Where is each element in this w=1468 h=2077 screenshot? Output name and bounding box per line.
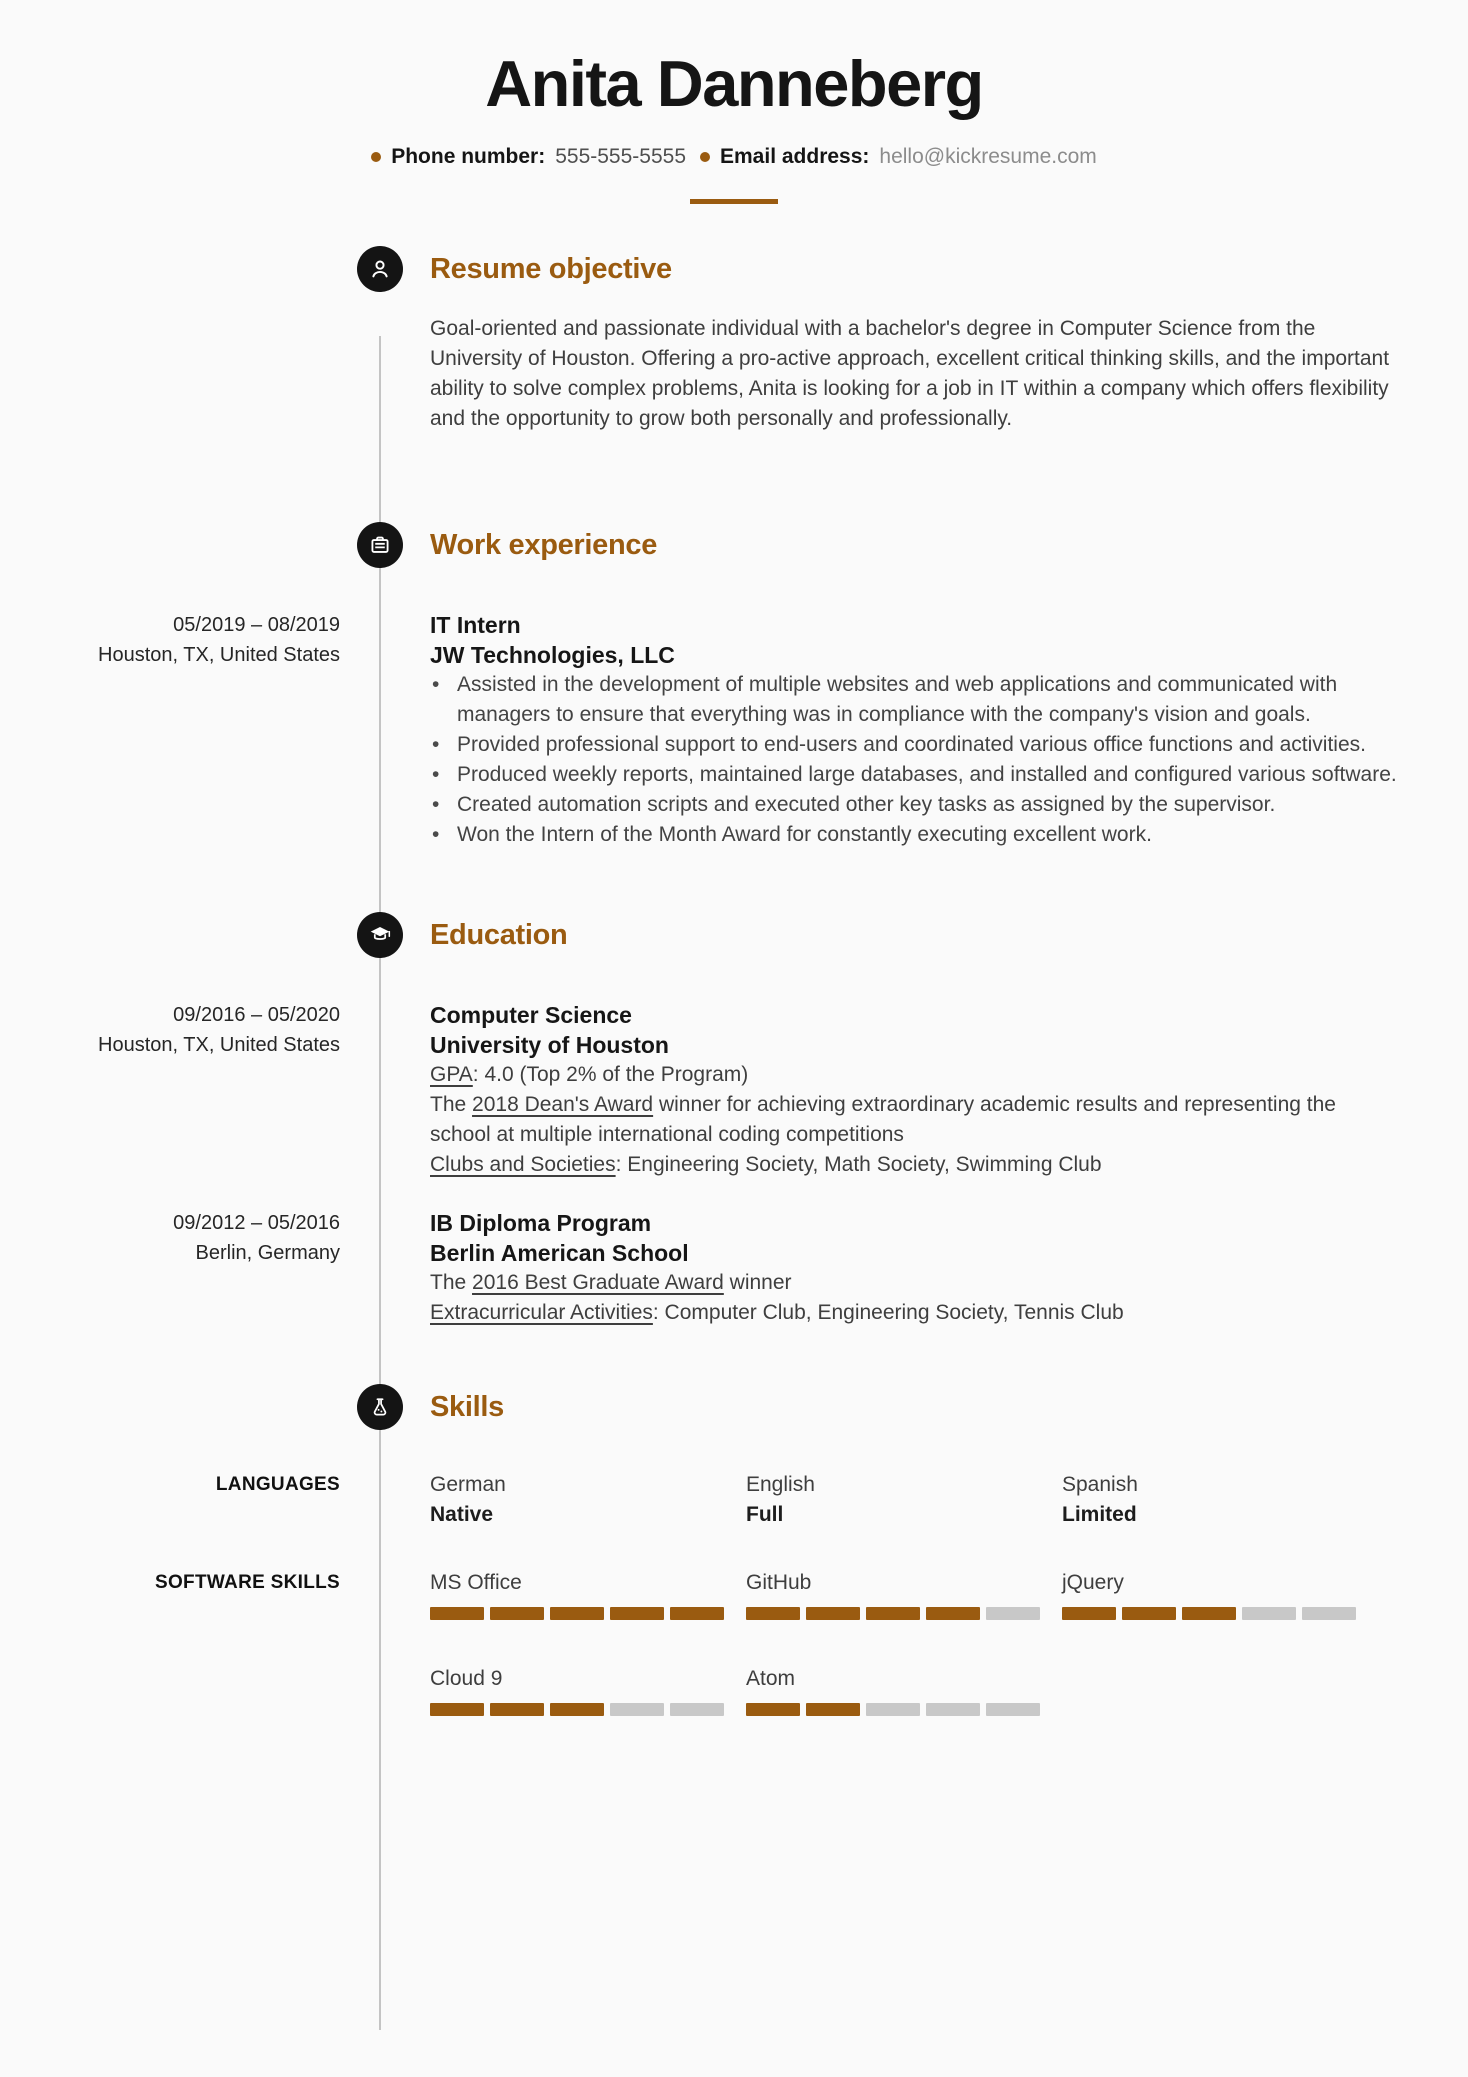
software-skill-name: Cloud 9 xyxy=(430,1666,503,1690)
skill-rating-bar xyxy=(430,1703,746,1716)
objective-text: Goal-oriented and passionate individual with a bachelor's degree in Computer Science from the University of Houston. Offering a pro-active approach, excellent critical thinking skills, and the important ability to solve complex problems, Anita is looking for a job in IT within a company which offers flexibility and the opportunity to grow both personally and professionally. xyxy=(430,316,1390,430)
education-detail-line: GPA: 4.0 (Top 2% of the Program) xyxy=(430,1062,749,1086)
language-level: Limited xyxy=(1062,1502,1137,1526)
work-entry-role: IT Intern xyxy=(430,611,521,638)
skill-bar-segment xyxy=(550,1607,604,1620)
language-item xyxy=(746,1470,1062,1530)
bullet-icon xyxy=(371,152,381,162)
work-entry xyxy=(0,610,1468,850)
work-bullet: • Produced weekly reports, maintained large databases, and installed and configured various software. xyxy=(430,760,1398,790)
work-entry-dates: 05/2019 – 08/2019 xyxy=(173,613,340,636)
email-label: Email address: xyxy=(720,144,870,168)
section-education xyxy=(0,912,1468,1328)
work-bullet: • Provided professional support to end-users and coordinated various office functions and activities. xyxy=(430,730,1398,760)
skill-bar-segment xyxy=(926,1703,980,1716)
skill-bar-segment xyxy=(490,1607,544,1620)
skill-bar-segment xyxy=(430,1703,484,1716)
education-entry-school: University of Houston xyxy=(430,1031,669,1058)
work-entry-location: Houston, TX, United States xyxy=(98,643,340,666)
section-title-objective: Resume objective xyxy=(430,252,672,285)
phone-item xyxy=(371,145,686,169)
work-bullet: • Created automation scripts and executed other key tasks as assigned by the supervisor. xyxy=(430,790,1398,820)
software-skill-item xyxy=(430,1568,746,1620)
education-detail-line: The 2018 Dean's Award winner for achieving extraordinary academic results and representing the school at multiple international coding competitions xyxy=(430,1092,1336,1146)
skill-bar-segment xyxy=(806,1607,860,1620)
skill-bar-segment xyxy=(490,1703,544,1716)
section-work xyxy=(0,522,1468,850)
language-item xyxy=(430,1470,746,1530)
skill-rating-bar xyxy=(430,1607,746,1620)
education-detail-line: Clubs and Societies: Engineering Society, Math Society, Swimming Club xyxy=(430,1152,1102,1176)
software-skill-name: Atom xyxy=(746,1666,796,1690)
education-entry-dates: 09/2016 – 05/2020 xyxy=(173,1003,340,1026)
timeline xyxy=(379,336,381,2030)
skill-bar-segment xyxy=(610,1703,664,1716)
work-bullet: • Won the Intern of the Month Award for constantly executing excellent work. xyxy=(430,820,1398,850)
section-title-education: Education xyxy=(430,918,568,951)
header-divider xyxy=(690,199,778,204)
phone-value: 555-555-5555 xyxy=(555,144,686,168)
skill-bar-segment xyxy=(746,1607,800,1620)
contact-line xyxy=(0,145,1468,169)
education-detail-line: The 2016 Best Graduate Award winner xyxy=(430,1270,792,1294)
software-skill-name: jQuery xyxy=(1062,1570,1124,1594)
skill-bar-segment xyxy=(1122,1607,1176,1620)
work-entry-bullets xyxy=(430,670,1398,850)
skill-bar-segment xyxy=(1302,1607,1356,1620)
skill-rating-bar xyxy=(1062,1607,1378,1620)
software-skills-row xyxy=(0,1568,1468,1716)
work-entry-company: JW Technologies, LLC xyxy=(430,641,675,668)
language-level: Full xyxy=(746,1502,784,1526)
language-name: German xyxy=(430,1472,506,1496)
skill-bar-segment xyxy=(1062,1607,1116,1620)
education-entry xyxy=(0,1208,1468,1328)
section-title-skills: Skills xyxy=(430,1390,504,1423)
skill-bar-segment xyxy=(866,1703,920,1716)
skill-bar-segment xyxy=(926,1607,980,1620)
skill-bar-segment xyxy=(610,1607,664,1620)
skill-bar-segment xyxy=(806,1703,860,1716)
flask-icon xyxy=(357,1384,403,1430)
skill-bar-segment xyxy=(1182,1607,1236,1620)
education-detail-line: Extracurricular Activities: Computer Club, Engineering Society, Tennis Club xyxy=(430,1300,1124,1324)
education-entry-degree: Computer Science xyxy=(430,1001,632,1028)
education-entry-location: Berlin, Germany xyxy=(195,1241,340,1264)
skill-rating-bar xyxy=(746,1703,1062,1716)
skill-bar-segment xyxy=(986,1607,1040,1620)
email-value: hello@kickresume.com xyxy=(879,144,1097,168)
person-icon xyxy=(357,246,403,292)
software-skill-name: MS Office xyxy=(430,1570,522,1594)
section-skills xyxy=(0,1384,1468,1716)
software-skill-item xyxy=(430,1664,746,1716)
language-name: English xyxy=(746,1472,815,1496)
work-bullet: • Assisted in the development of multiple websites and web applications and communicated with managers to ensure that everything was in compliance with the company's vision and goals. xyxy=(430,670,1398,730)
email-item xyxy=(700,145,1097,169)
software-skill-item xyxy=(1062,1568,1378,1620)
skill-rating-bar xyxy=(746,1607,1062,1620)
language-level: Native xyxy=(430,1502,494,1526)
languages-label: LANGUAGES xyxy=(215,1473,340,1495)
education-entry xyxy=(0,1000,1468,1180)
software-skill-name: GitHub xyxy=(746,1570,812,1594)
skill-bar-segment xyxy=(430,1607,484,1620)
skill-bar-segment xyxy=(670,1703,724,1716)
section-title-work: Work experience xyxy=(430,528,658,561)
education-entry-dates: 09/2012 – 05/2016 xyxy=(173,1211,340,1234)
skill-bar-segment xyxy=(866,1607,920,1620)
language-item xyxy=(1062,1470,1378,1530)
skill-bar-segment xyxy=(670,1607,724,1620)
software-skill-item xyxy=(746,1664,1062,1716)
page-title: Anita Danneberg xyxy=(485,47,983,120)
language-name: Spanish xyxy=(1062,1472,1138,1496)
software-skills-label: SOFTWARE SKILLS xyxy=(155,1571,340,1593)
software-skill-item xyxy=(746,1568,1062,1620)
education-entry-degree: IB Diploma Program xyxy=(430,1209,652,1236)
skill-bar-segment xyxy=(986,1703,1040,1716)
graduation-cap-icon xyxy=(357,912,403,958)
section-objective xyxy=(0,246,1468,434)
education-entry-school: Berlin American School xyxy=(430,1239,689,1266)
skill-bar-segment xyxy=(550,1703,604,1716)
bullet-icon xyxy=(700,152,710,162)
phone-label: Phone number: xyxy=(391,144,546,168)
briefcase-icon xyxy=(357,522,403,568)
skill-bar-segment xyxy=(1242,1607,1296,1620)
languages-row xyxy=(0,1470,1468,1530)
header xyxy=(0,0,1468,204)
education-entry-location: Houston, TX, United States xyxy=(98,1033,340,1056)
skill-bar-segment xyxy=(746,1703,800,1716)
